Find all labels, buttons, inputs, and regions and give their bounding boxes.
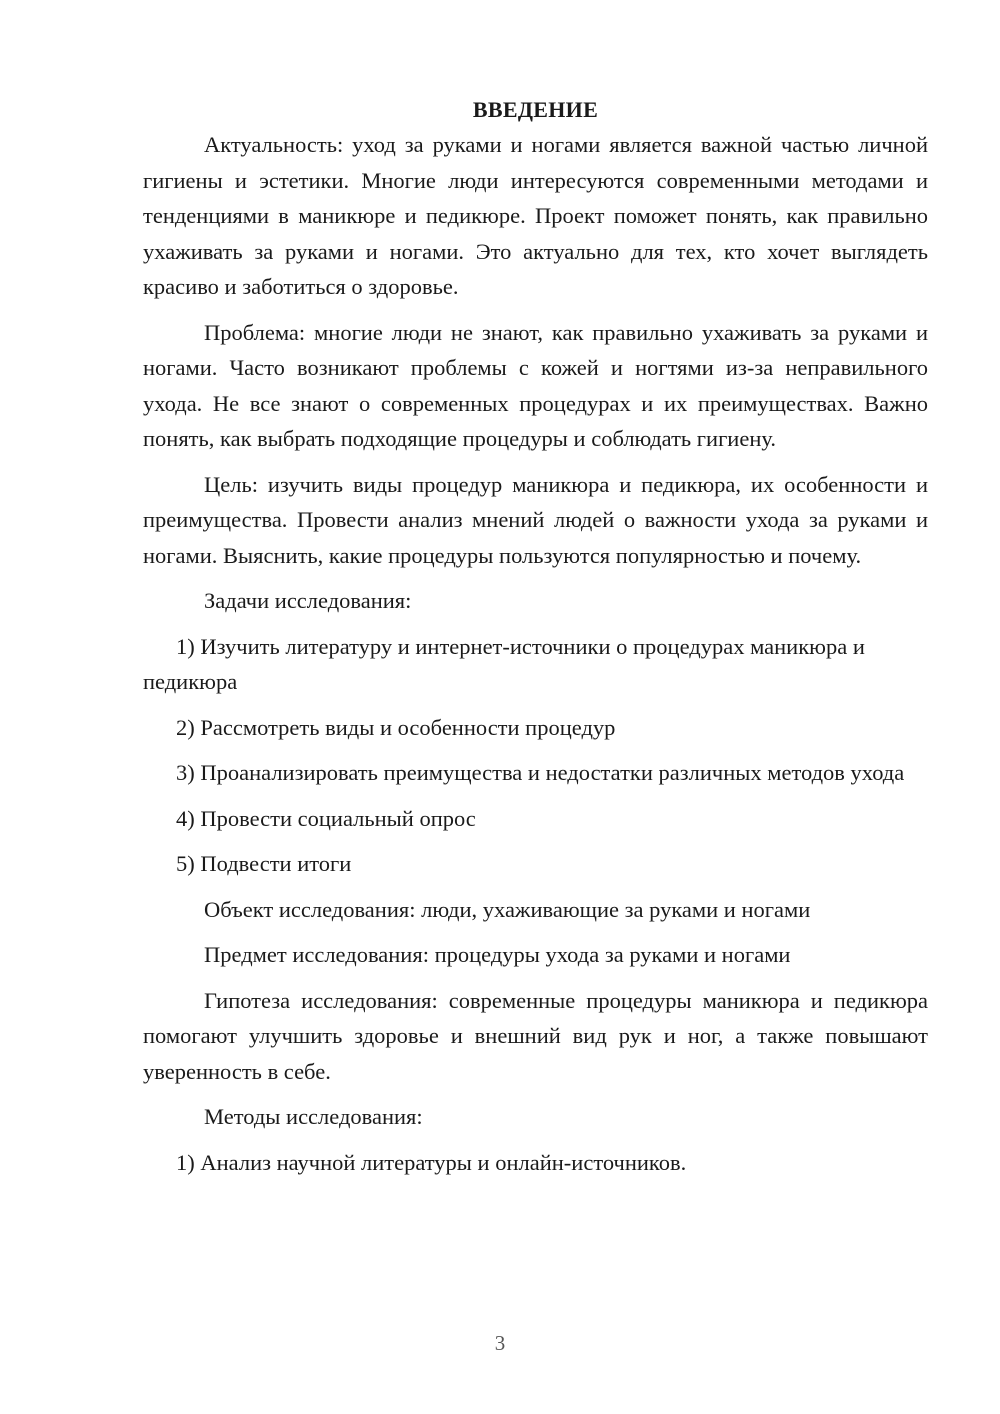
method-item: 1) Анализ научной литературы и онлайн-источников. <box>176 1149 687 1175</box>
subject-paragraph: Предмет исследования: процедуры ухода за руками и ногами <box>204 942 791 967</box>
tasks-title: Задачи исследования: <box>204 588 412 613</box>
object-paragraph: Объект исследования: люди, ухаживающие за руками и ногами <box>204 896 811 922</box>
task-item: 4) Провести социальный опрос <box>176 805 476 831</box>
section-heading: ВВЕДЕНИЕ <box>472 97 599 122</box>
relevance-paragraph: Актуальность: уход за руками и ногами является важной частью личной гигиены и эстетики. Многие люди интересуются современными методами и тенденциями в маникюре и педикюре. Проект поможет понять, как правильно ухаживать за руками и ногами. Это актуально для тех, кто хочет выглядеть красиво и заботиться о здоровье. <box>143 132 928 299</box>
task-item: 1) Изучить литературу и интернет-источники о процедурах маникюра и педикюра <box>143 633 865 694</box>
hypothesis-paragraph: Гипотеза исследования: современные процедуры маникюра и педикюра помогают улучшить здоровье и внешний вид рук и ног, а также повышают уверенность в себе. <box>143 987 928 1084</box>
task-item: 5) Подвести итоги <box>176 851 352 876</box>
page-number: 3 <box>494 1331 506 1355</box>
goal-paragraph: Цель: изучить виды процедур маникюра и педикюра, их особенности и преимущества. Провести анализ мнений людей о важности ухода за руками и ногами. Выяснить, какие процедуры пользуются популярностью и почему. <box>143 471 928 568</box>
problem-paragraph: Проблема: многие люди не знают, как правильно ухаживать за руками и ногами. Часто возникают проблемы с кожей и ногтями из-за неправильного ухода. Не все знают о современных процедурах и их преимуществах. Важно понять, как выбрать подходящие процедуры и соблюдать гигиену. <box>143 319 928 451</box>
methods-title: Методы исследования: <box>204 1104 423 1129</box>
document-page <box>143 93 928 1190</box>
task-item: 2) Рассмотреть виды и особенности процедур <box>176 714 616 740</box>
task-item: 3) Проанализировать преимущества и недостатки различных методов ухода <box>176 760 905 785</box>
